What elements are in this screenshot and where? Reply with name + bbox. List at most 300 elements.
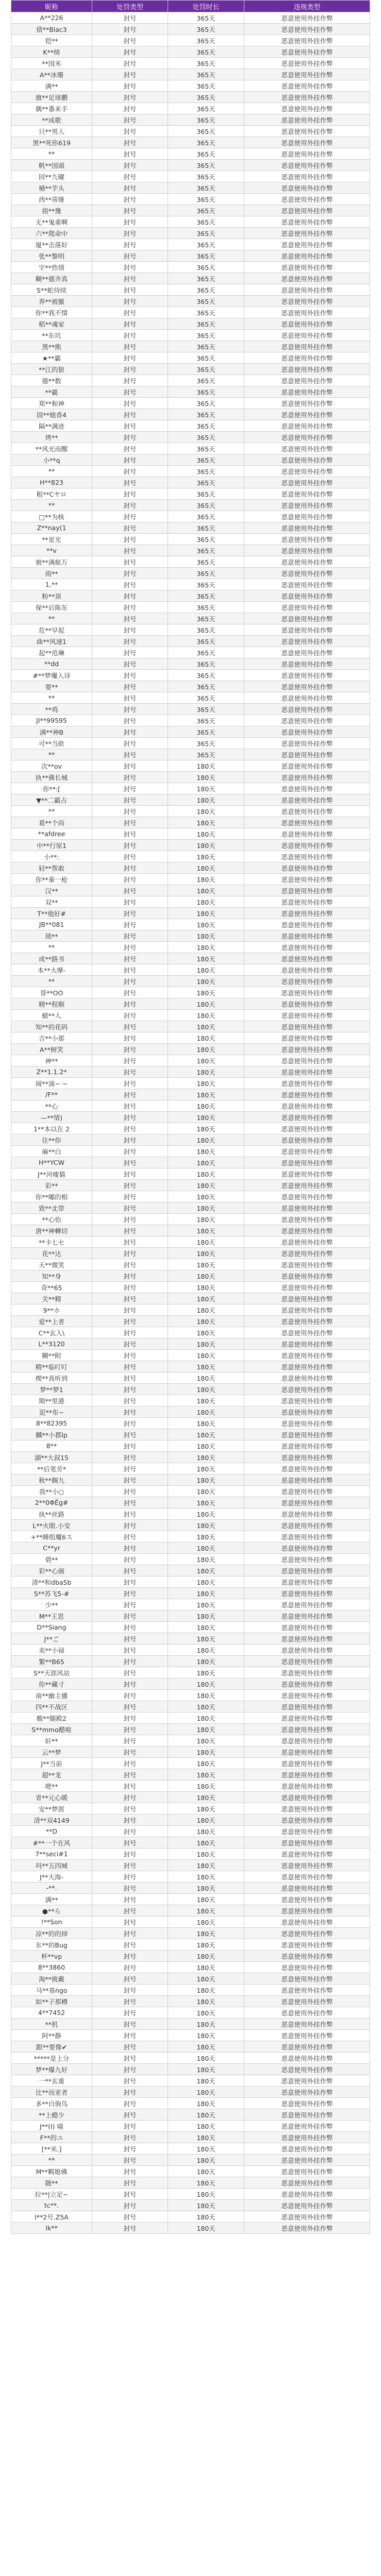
cell-violation-type: 恶意使用外挂作弊 [244,341,370,352]
cell-penalty-duration: 180天 [168,794,244,806]
cell-violation-type: 恶意使用外挂作弊 [244,2166,370,2177]
cell-nickname: **霸 [11,386,92,398]
cell-penalty-type: 封号 [92,2075,168,2087]
cell-penalty-type: 封号 [92,24,168,35]
cell-nickname: **心怡 [11,1214,92,1225]
table-row [11,545,370,556]
cell-nickname: 阿**静 [11,2030,92,2041]
cell-penalty-duration: 180天 [168,1032,244,1044]
table-row [11,1225,370,1236]
cell-nickname: 你**我不情 [11,307,92,318]
cell-violation-type: 恶意使用外挂作弊 [244,1078,370,1089]
cell-nickname: 厦**击落好 [11,239,92,250]
cell-nickname: 奇**65 [11,1282,92,1293]
cell-penalty-type: 封号 [92,1781,168,1792]
cell-penalty-type: 封号 [92,2223,168,2234]
cell-nickname: 随** [11,2177,92,2189]
cell-penalty-duration: 180天 [168,2030,244,2041]
cell-nickname: 凉**的的掉 [11,1928,92,1939]
cell-penalty-type: 封号 [92,794,168,806]
cell-violation-type: 恶意使用外挂作弊 [244,273,370,284]
cell-penalty-type: 封号 [92,1078,168,1089]
cell-nickname: 小**: [11,851,92,862]
cell-penalty-duration: 365天 [168,534,244,545]
table-row [11,1633,370,1645]
cell-nickname: 哥**OO [11,987,92,998]
cell-penalty-duration: 180天 [168,1667,244,1679]
cell-violation-type: 恶意使用外挂作弊 [244,1735,370,1747]
cell-nickname: S**天涯风站 [11,1667,92,1679]
table-row [11,58,370,69]
cell-violation-type: 恶意使用外挂作弊 [244,738,370,749]
cell-violation-type: 恶意使用外挂作弊 [244,92,370,103]
cell-violation-type: 恶意使用外挂作弊 [244,1690,370,1701]
cell-nickname: ** [11,466,92,477]
cell-violation-type: 恶意使用外挂作弊 [244,409,370,420]
table-row [11,46,370,58]
cell-penalty-type: 封号 [92,670,168,681]
cell-violation-type: 恶意使用外挂作弊 [244,602,370,613]
table-row [11,1338,370,1350]
table-row [11,1293,370,1304]
cell-violation-type: 恶意使用外挂作弊 [244,1645,370,1656]
cell-penalty-duration: 180天 [168,851,244,862]
cell-penalty-duration: 180天 [168,2087,244,2098]
cell-nickname: 神** [11,1055,92,1066]
cell-nickname: 彩** [11,1180,92,1191]
table-row [11,1010,370,1021]
table-row [11,2223,370,2234]
cell-penalty-duration: 180天 [168,908,244,919]
cell-violation-type: 恶意使用外挂作弊 [244,126,370,137]
cell-penalty-duration: 365天 [168,511,244,522]
cell-nickname: 唐**神轉切 [11,1225,92,1236]
cell-nickname: 铠** [11,35,92,46]
table-row [11,874,370,885]
cell-nickname: 梦**爆九好 [11,2064,92,2075]
table-row [11,1554,370,1565]
cell-violation-type: 恶意使用外挂作弊 [244,228,370,239]
cell-nickname: 旗**足球鹏 [11,92,92,103]
table-row [11,1622,370,1633]
cell-penalty-duration: 180天 [168,1769,244,1781]
table-body [11,12,370,2234]
cell-penalty-type: 封号 [92,375,168,386]
penalty-table [11,0,370,2234]
cell-violation-type: 恶意使用外挂作弊 [244,987,370,998]
header-penalty-type: 处罚类型 [92,1,168,12]
cell-penalty-type: 封号 [92,352,168,364]
cell-penalty-duration: 365天 [168,602,244,613]
cell-penalty-duration: 180天 [168,1384,244,1395]
cell-violation-type: 恶意使用外挂作弊 [244,1282,370,1293]
table-row [11,704,370,715]
cell-nickname: 稻**魂家 [11,318,92,330]
cell-penalty-type: 封号 [92,1248,168,1259]
cell-violation-type: 恶意使用外挂作弊 [244,182,370,194]
cell-violation-type: 恶意使用外挂作弊 [244,1860,370,1871]
table-row [11,1905,370,1917]
cell-penalty-type: 封号 [92,760,168,772]
cell-penalty-type: 封号 [92,2143,168,2155]
cell-nickname: A**冰珊 [11,69,92,80]
cell-nickname: 秋**搁九 [11,1475,92,1486]
cell-penalty-type: 封号 [92,216,168,228]
table-row [11,908,370,919]
cell-nickname: ** [11,806,92,817]
cell-nickname: 偶**番来手 [11,103,92,114]
cell-penalty-duration: 180天 [168,1690,244,1701]
cell-penalty-type: 封号 [92,2098,168,2109]
cell-violation-type: 恶意使用外挂作弊 [244,1475,370,1486]
table-row [11,284,370,296]
cell-violation-type: 恶意使用外挂作弊 [244,1599,370,1611]
cell-penalty-type: 封号 [92,1565,168,1577]
table-row [11,1032,370,1044]
cell-penalty-type: 封号 [92,1611,168,1622]
cell-penalty-duration: 180天 [168,1656,244,1667]
cell-violation-type: 恶意使用外挂作弊 [244,2121,370,2132]
cell-penalty-type: 封号 [92,1361,168,1372]
cell-nickname: **东坑 [11,330,92,341]
table-row [11,2087,370,2098]
cell-nickname: —**情) [11,1112,92,1123]
table-row [11,171,370,182]
cell-nickname: 帆**国頭 [11,160,92,171]
cell-violation-type: 恶意使用外挂作弊 [244,806,370,817]
cell-violation-type: 恶意使用外挂作弊 [244,1168,370,1180]
table-row [11,806,370,817]
cell-penalty-duration: 180天 [168,1497,244,1509]
cell-penalty-type: 封号 [92,35,168,46]
cell-penalty-type: 封号 [92,1452,168,1463]
cell-penalty-duration: 180天 [168,806,244,817]
cell-penalty-duration: 180天 [168,783,244,794]
cell-penalty-duration: 180天 [168,1078,244,1089]
cell-violation-type: 恶意使用外挂作弊 [244,12,370,24]
table-row [11,987,370,998]
cell-nickname: 8** [11,1440,92,1452]
cell-nickname: 桶**芋头 [11,182,92,194]
cell-penalty-duration: 180天 [168,2177,244,2189]
cell-penalty-type: 封号 [92,636,168,647]
cell-penalty-type: 封号 [92,1327,168,1338]
cell-violation-type: 恶意使用外挂作弊 [244,534,370,545]
cell-violation-type: 恶意使用外挂作弊 [244,1270,370,1282]
cell-penalty-duration: 180天 [168,885,244,896]
cell-violation-type: 恶意使用外挂作弊 [244,1440,370,1452]
cell-nickname: S**苏飞5-# [11,1588,92,1599]
cell-penalty-duration: 365天 [168,477,244,488]
cell-penalty-type: 封号 [92,602,168,613]
cell-penalty-type: 封号 [92,1701,168,1713]
cell-penalty-type: 封号 [92,1747,168,1758]
cell-violation-type: 恶意使用外挂作弊 [244,636,370,647]
cell-penalty-duration: 365天 [168,205,244,216]
cell-penalty-type: 封号 [92,715,168,726]
cell-penalty-duration: 365天 [168,466,244,477]
cell-violation-type: 恶意使用外挂作弊 [244,942,370,953]
table-row [11,840,370,851]
cell-violation-type: 恶意使用外挂作弊 [244,24,370,35]
cell-nickname: C**yr [11,1543,92,1554]
cell-nickname: 本**大摩- [11,964,92,976]
table-row [11,636,370,647]
cell-nickname: 知**的花码 [11,1021,92,1032]
table-row [11,443,370,454]
cell-nickname: J**ご [11,1633,92,1645]
cell-penalty-type: 封号 [92,738,168,749]
cell-penalty-duration: 180天 [168,1543,244,1554]
cell-nickname: 关**精 [11,1293,92,1304]
table-row [11,1372,370,1384]
cell-penalty-type: 封号 [92,896,168,908]
cell-nickname: 成**路书 [11,953,92,964]
cell-nickname: 碧** [11,1554,92,1565]
cell-penalty-type: 封号 [92,1168,168,1180]
cell-penalty-type: 封号 [92,454,168,466]
cell-violation-type: 恶意使用外挂作弊 [244,194,370,205]
cell-nickname: 可**当欧 [11,738,92,749]
table-row [11,885,370,896]
cell-nickname: S**mmo醋啦 [11,1724,92,1735]
cell-violation-type: 恶意使用外挂作弊 [244,364,370,375]
table-row [11,794,370,806]
cell-nickname: 债**Blac3 [11,24,92,35]
table-row [11,1463,370,1475]
cell-penalty-duration: 180天 [168,1372,244,1384]
cell-penalty-type: 封号 [92,1622,168,1633]
cell-violation-type: 恶意使用外挂作弊 [244,976,370,987]
cell-nickname: 中**行原1 [11,840,92,851]
cell-penalty-type: 封号 [92,182,168,194]
cell-penalty-duration: 365天 [168,58,244,69]
cell-violation-type: 恶意使用外挂作弊 [244,1350,370,1361]
cell-violation-type: 恶意使用外挂作弊 [244,930,370,942]
cell-violation-type: 恶意使用外挂作弊 [244,1656,370,1667]
table-row [11,2211,370,2223]
cell-penalty-type: 封号 [92,12,168,24]
cell-penalty-duration: 180天 [168,1747,244,1758]
cell-violation-type: 恶意使用外挂作弊 [244,545,370,556]
table-row [11,364,370,375]
cell-penalty-duration: 365天 [168,239,244,250]
cell-penalty-type: 封号 [92,534,168,545]
cell-penalty-duration: 180天 [168,1849,244,1860]
cell-violation-type: 恶意使用外挂作弊 [244,953,370,964]
penalty-table-container [11,0,370,2234]
table-row [11,1917,370,1928]
cell-penalty-duration: 365天 [168,12,244,24]
table-row [11,1531,370,1543]
table-row [11,1248,370,1259]
table-row [11,942,370,953]
cell-nickname: S**蛇待续 [11,284,92,296]
cell-penalty-duration: 180天 [168,1951,244,1962]
cell-violation-type: 恶意使用外挂作弊 [244,262,370,273]
cell-nickname: 黑**熊 [11,341,92,352]
cell-penalty-type: 封号 [92,1871,168,1883]
cell-nickname: **D [11,1826,92,1837]
cell-violation-type: 恶意使用外挂作弊 [244,783,370,794]
cell-nickname: **风光而醒 [11,443,92,454]
cell-penalty-duration: 365天 [168,352,244,364]
cell-penalty-duration: 180天 [168,1611,244,1622]
cell-penalty-duration: 180天 [168,2019,244,2030]
cell-penalty-type: 封号 [92,126,168,137]
table-row [11,137,370,148]
cell-violation-type: 恶意使用外挂作弊 [244,1633,370,1645]
cell-violation-type: 恶意使用外挂作弊 [244,2109,370,2121]
cell-penalty-type: 封号 [92,1679,168,1690]
table-row [11,602,370,613]
cell-penalty-duration: 180天 [168,1282,244,1293]
cell-nickname: 德**数 [11,375,92,386]
cell-nickname: /F** [11,1089,92,1100]
cell-penalty-duration: 180天 [168,1202,244,1214]
cell-violation-type: 恶意使用外挂作弊 [244,1429,370,1440]
table-row [11,2132,370,2143]
table-row [11,2098,370,2109]
cell-penalty-duration: 180天 [168,964,244,976]
cell-violation-type: 恶意使用外挂作弊 [244,1849,370,1860]
cell-violation-type: 恶意使用外挂作弊 [244,760,370,772]
cell-penalty-type: 封号 [92,2155,168,2166]
cell-violation-type: 恶意使用外挂作弊 [244,1066,370,1078]
cell-penalty-duration: 180天 [168,987,244,998]
cell-nickname: **星光 [11,534,92,545]
cell-penalty-duration: 365天 [168,103,244,114]
table-row [11,1497,370,1509]
table-row [11,182,370,194]
table-row [11,658,370,670]
cell-penalty-type: 封号 [92,228,168,239]
table-row [11,1543,370,1554]
table-row [11,828,370,840]
cell-penalty-duration: 180天 [168,1180,244,1191]
cell-violation-type: 恶意使用外挂作弊 [244,522,370,534]
cell-nickname: Z**1.1.2* [11,1066,92,1078]
cell-penalty-duration: 180天 [168,942,244,953]
cell-penalty-duration: 180天 [168,998,244,1010]
cell-violation-type: 恶意使用外挂作弊 [244,488,370,500]
table-row [11,2200,370,2211]
cell-penalty-duration: 365天 [168,24,244,35]
cell-penalty-type: 封号 [92,477,168,488]
table-row [11,160,370,171]
cell-violation-type: 恶意使用外挂作弊 [244,2200,370,2211]
cell-nickname: 你**藏寸 [11,1679,92,1690]
cell-penalty-duration: 365天 [168,420,244,432]
cell-penalty-duration: 365天 [168,681,244,692]
table-row [11,1078,370,1089]
cell-penalty-duration: 365天 [168,262,244,273]
table-row [11,749,370,760]
cell-nickname: JB**081 [11,919,92,930]
cell-penalty-type: 封号 [92,2166,168,2177]
cell-nickname: 彩**心画 [11,1565,92,1577]
cell-violation-type: 恶意使用外挂作弊 [244,908,370,919]
cell-penalty-duration: 365天 [168,330,244,341]
cell-penalty-type: 封号 [92,1202,168,1214]
cell-nickname: 精**临叮叮 [11,1361,92,1372]
cell-violation-type: 恶意使用外挂作弊 [244,1089,370,1100]
cell-nickname: ** [11,749,92,760]
cell-penalty-duration: 180天 [168,1055,244,1066]
cell-penalty-duration: 180天 [168,1792,244,1803]
cell-nickname: 粗**Cヤロ [11,488,92,500]
cell-violation-type: 恶意使用外挂作弊 [244,1951,370,1962]
cell-penalty-duration: 365天 [168,228,244,239]
cell-penalty-duration: 365天 [168,137,244,148]
cell-penalty-duration: 365天 [168,568,244,579]
cell-penalty-duration: 180天 [168,1509,244,1520]
cell-penalty-duration: 180天 [168,2155,244,2166]
cell-violation-type: 恶意使用外挂作弊 [244,1100,370,1112]
table-row [11,1112,370,1123]
cell-nickname: ** [11,692,92,704]
cell-penalty-type: 封号 [92,874,168,885]
cell-nickname: 你**嘟的相 [11,1191,92,1202]
cell-penalty-duration: 180天 [168,1157,244,1168]
cell-nickname: JI**99595 [11,715,92,726]
cell-violation-type: 恶意使用外挂作弊 [244,874,370,885]
cell-nickname: tc**. [11,2200,92,2211]
cell-nickname: H**823 [11,477,92,488]
cell-violation-type: 恶意使用外挂作弊 [244,2087,370,2098]
table-row [11,488,370,500]
cell-violation-type: 恶意使用外挂作弊 [244,658,370,670]
cell-violation-type: 恶意使用外挂作弊 [244,2223,370,2234]
table-row [11,1214,370,1225]
cell-penalty-duration: 365天 [168,749,244,760]
cell-penalty-duration: 180天 [168,2064,244,2075]
cell-nickname: M**王思 [11,1611,92,1622]
cell-nickname: 你**秦一枪 [11,874,92,885]
cell-nickname: 你**:[ [11,783,92,794]
cell-violation-type: 恶意使用外挂作弊 [244,1973,370,1985]
cell-penalty-duration: 365天 [168,148,244,160]
cell-penalty-duration: 365天 [168,126,244,137]
cell-penalty-type: 封号 [92,1939,168,1951]
cell-penalty-duration: 180天 [168,1928,244,1939]
cell-penalty-duration: 180天 [168,1225,244,1236]
cell-penalty-type: 封号 [92,1372,168,1384]
cell-penalty-duration: 365天 [168,250,244,262]
cell-penalty-duration: 180天 [168,1327,244,1338]
table-row [11,114,370,126]
table-row [11,80,370,92]
cell-nickname: 满**神B [11,726,92,738]
cell-penalty-type: 封号 [92,2211,168,2223]
cell-penalty-type: 封号 [92,681,168,692]
cell-violation-type: 恶意使用外挂作弊 [244,239,370,250]
cell-penalty-type: 封号 [92,1225,168,1236]
cell-penalty-duration: 180天 [168,817,244,828]
table-row [11,1588,370,1599]
cell-penalty-duration: 365天 [168,726,244,738]
table-row [11,1769,370,1781]
cell-penalty-type: 封号 [92,1123,168,1134]
cell-violation-type: 恶意使用外挂作弊 [244,1293,370,1304]
cell-penalty-duration: 180天 [168,1837,244,1849]
cell-penalty-type: 封号 [92,1486,168,1497]
cell-penalty-type: 封号 [92,341,168,352]
cell-violation-type: 恶意使用外挂作弊 [244,1713,370,1724]
cell-nickname: J**当前 [11,1758,92,1769]
table-row [11,1418,370,1429]
cell-penalty-type: 封号 [92,817,168,828]
